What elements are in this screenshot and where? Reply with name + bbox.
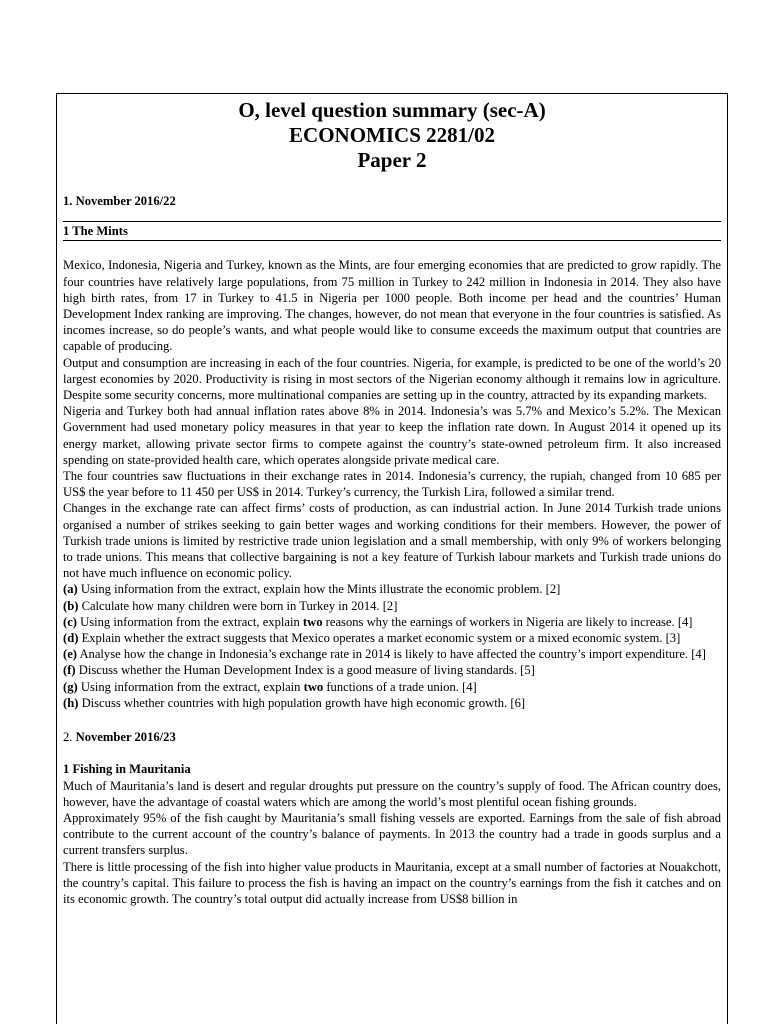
- question-a: (a) Using information from the extract, explain how the Mints illustrate the economic problem. [2]: [63, 582, 561, 597]
- document-page: [56, 93, 728, 1024]
- paragraph: Nigeria and Turkey both had annual inflation rates above 8% in 2014. Indonesia’s was 5.7% and Mexico’s 5.2%. The Mexican Government had used monetary policy measures in that year to keep the inflation rate down. In August 2014 it opened up its energy market, allowing private sector firms to compete against the country’s state-owned petroleum firm. It also increased spending on state-provided health care, which operates alongside private medical care.: [63, 404, 721, 467]
- paragraph: Output and consumption are increasing in each of the four countries. Nigeria, for example, is predicted to be one of the world’s 20 largest economies by 2020. Productivity is rising in most sectors of the Nigerian economy although it remains low in agriculture. Despite some security concerns, more multinational companies are setting up in the country, attracted by its expanding markets.: [63, 355, 721, 403]
- paragraph: There is little processing of the fish into higher value products in Mauritania, except at a small number of factories at Nouakchott, the country’s capital. This failure to process the fish is having an impact on the country’s earnings from the fish it catches and on its economic growth. The country’s total output did actually increase from US$8 billion in: [63, 859, 721, 906]
- question-c: (c) Using information from the extract, explain two reasons why the earnings of workers in Nigeria are likely to increase. [4]: [63, 614, 693, 629]
- case-study-2-title: 1 Fishing in Mauritania: [63, 762, 191, 777]
- paragraph: Approximately 95% of the fish caught by Mauritania’s small fishing vessels are exported. Earnings from the sale of fish abroad contribute to the current account of the country’s balance of payments. In 2013 the country had a trade in goods surplus and a current transfers surplus.: [63, 810, 721, 858]
- document-title-block: [57, 98, 727, 173]
- document-content: [57, 193, 727, 907]
- question-f: (f) Discuss whether the Human Development Index is a good measure of living standards. [5]: [63, 663, 535, 678]
- title-line-3: Paper 2: [357, 148, 427, 172]
- question-b: (b) Calculate how many children were born in Turkey in 2014. [2]: [63, 598, 398, 613]
- paragraph: Mexico, Indonesia, Nigeria and Turkey, known as the Mints, are four emerging economies that are predicted to grow rapidly. The four countries have relatively large populations, from 75 million in Turkey to 242 million in Indonesia in 2014. They also have high birth rates, from 17 in Turkey to 41.5 in Nigeria per 1000 people. Both income per head and the countries’ Human Development Index ranking are improving. The changes, however, do not mean that everyone in the four countries is satisfied. As incomes increase, so do people’s wants, and what people would like to consume exceeds the maximum output that countries are capable of producing.: [63, 258, 721, 354]
- paragraph: Changes in the exchange rate can affect firms’ costs of production, as can industrial action. In June 2014 Turkish trade unions organised a number of strikes seeking to gain better wages and working conditions for their members. However, the power of Turkish trade unions is limited by restrictive trade union legislation and a small membership, with only 9% of workers belonging to trade unions. This means that collective bargaining is not a key feature of Turkish labour markets and Turkish trade unions do not have much influence on economic policy.: [63, 501, 721, 581]
- question-g: (g) Using information from the extract, explain two functions of a trade union. [4]: [63, 679, 477, 694]
- question-d: (d) Explain whether the extract suggests that Mexico operates a market economic system or a mixed economic system. [3]: [63, 631, 681, 646]
- paragraph: Much of Mauritania’s land is desert and regular droughts put pressure on the country’s supply of food. The African country does, however, have the advantage of coastal waters which are among the world’s most plentiful ocean fishing grounds.: [63, 778, 721, 809]
- section-1-heading: 1. November 2016/22: [63, 194, 176, 208]
- question-e: (e) Analyse how the change in Indonesia’s exchange rate in 2014 is likely to have affected the country’s import expenditure. [4]: [63, 647, 706, 662]
- case-study-1-title: 1 The Mints: [63, 221, 721, 241]
- title-line-1: O, level question summary (sec-A): [238, 98, 546, 122]
- paragraph: The four countries saw fluctuations in their exchange rates in 2014. Indonesia’s currency, the rupiah, changed from 10 685 per US$ the year before to 11 450 per US$ in 2014. Turkey’s currency, the Turkish Lira, followed a similar trend.: [63, 469, 721, 500]
- title-line-2: ECONOMICS 2281/02: [289, 123, 495, 147]
- section-2-heading: 2. November 2016/23: [63, 730, 176, 745]
- question-h: (h) Discuss whether countries with high population growth have high economic growth. [6]: [63, 695, 526, 710]
